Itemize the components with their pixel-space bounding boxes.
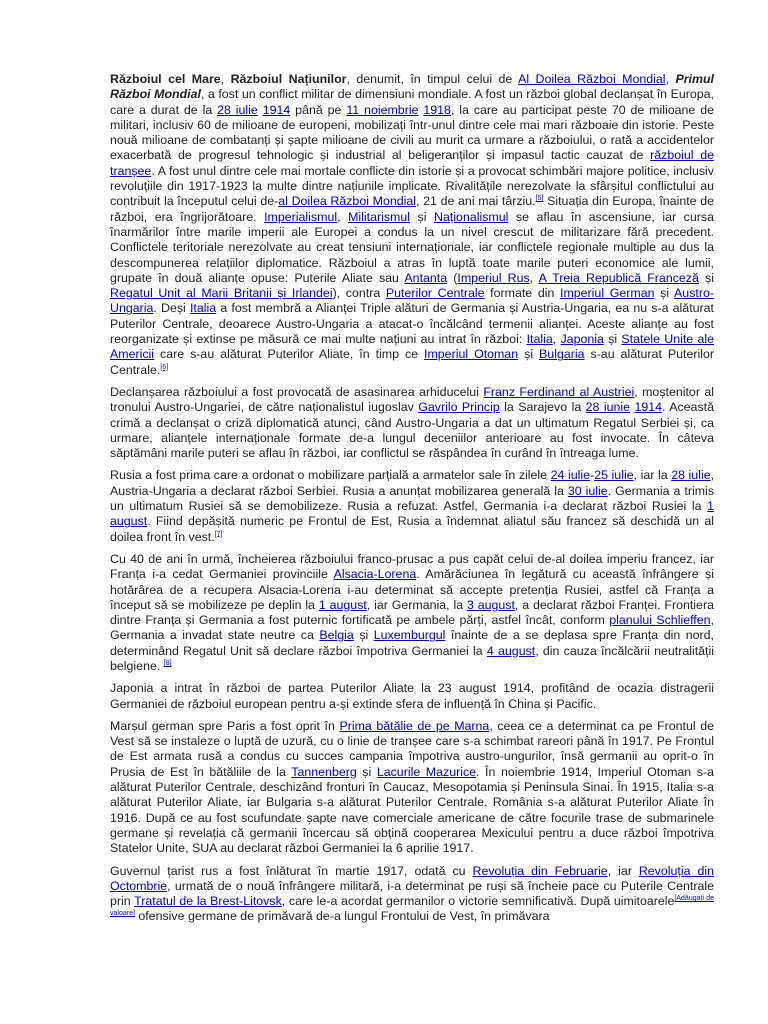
article-link[interactable]: Tratatul de la Brest-Litovsk <box>134 894 282 909</box>
text-run: se aflau în ascensiune, iar cursa înarmărilor între marile imperii ale Europei a condus la un nivel crescut de militarizare fără precedent. Conflictele teritoriale nerezolvate au creat tensiuni internaționale, iar conflictele regionale multiple au dus la descompunerea relațiilor diplomatice. Războiul a atras în luptă toate marile puteri economice ale lumii, grupate în două alianțe opuse: Puterile Aliate sau <box>110 209 714 285</box>
article-paragraph <box>110 552 714 674</box>
article-link[interactable]: 1 august <box>318 597 367 612</box>
article-link[interactable]: 24 iulie <box>550 468 591 483</box>
text-run: . Germania a trimis un ultimatum Rusiei să se demobilizeze. Rusia a refuzat. Astfel, Germania i-a declarat război Rusiei la <box>110 483 715 514</box>
text-run: și <box>518 347 540 362</box>
text-run: , a fost un conflict militar de dimensiuni mondiale. A fost un război global declanșat în Europa, care a durat de la <box>110 87 714 117</box>
citation-link[interactable]: [6] <box>160 363 169 371</box>
article-link[interactable]: Imperiul German <box>560 286 655 301</box>
bold-term: Războiul Națiunilor <box>230 72 347 86</box>
text-run: , <box>337 209 349 224</box>
text-run: și <box>410 209 435 224</box>
text-run: înainte de a se deplasa spre Franța din nord, determinând Regatul Unit să declare război împotriva Germaniei la <box>110 628 714 658</box>
article-link[interactable]: Alsacia-Lorena <box>333 567 417 582</box>
article-link[interactable]: Bulgaria <box>539 347 585 362</box>
article-link[interactable]: Italia <box>189 301 217 316</box>
text-run: , Germania a invadat state neutre ca <box>110 613 714 643</box>
text-run: , 21 de ani mai târziu. <box>416 194 536 209</box>
article-link[interactable]: Belgia <box>319 628 354 643</box>
text-run: , <box>529 270 539 285</box>
article-link[interactable]: A Treia Republică Franceză <box>538 270 699 285</box>
text-run: până pe <box>290 102 347 117</box>
article-paragraph <box>110 719 714 857</box>
text-run: ( <box>447 270 458 285</box>
article-link[interactable]: Puterilor Centrale <box>385 286 485 301</box>
text-run: Guvernul țarist rus a fost înlăturat în martie 1917, odată cu <box>110 863 473 878</box>
text-run: Marșul german spre Paris a fost oprit în <box>110 718 340 733</box>
article-paragraph <box>110 72 714 378</box>
text-run: ofensive germane de primăvară de-a lungul Frontului de Vest, în primăvara <box>134 909 550 924</box>
article-link[interactable]: Imperialismul <box>264 209 338 224</box>
article-link[interactable]: 25 iulie <box>594 468 634 483</box>
article-link[interactable]: 1914 <box>634 400 663 415</box>
article-body <box>110 72 714 932</box>
text-run: , <box>552 332 561 347</box>
text-run: . În noiembrie 1914, Imperiul Otoman s-a alăturat Puterilor Centrale, deschizând fronturi în Caucaz, Mesopotamia și Peninsula Sinai. În 1915, Italia s-a alăturat Puterilor Aliate, iar Bulgaria s-a alăturat Puterilor Centrale. România s-a alăturat Puterilor Aliate în 1916. După ce au fost scufundate șapte nave comerciale americane de către focurile trase de submarinele germane și revelația că germanii încercau să obțină cooperarea Mexicului pentru a duce război împotriva Statelor Unite, SUA au declarat război Germaniei la 6 aprilie 1917. <box>110 764 714 856</box>
text-run: și <box>698 270 714 285</box>
article-link[interactable]: planului Schlieffen <box>609 613 711 628</box>
text-run: Cu 40 de ani în urmă, încheierea războiului franco-prusac a pus capăt celui de-al doilea imperiu francez, iar Franța i-a cedat Germaniei provinciile <box>110 551 714 582</box>
article-link[interactable]: 28 iulie <box>671 468 711 483</box>
article-link[interactable]: războiul de tranșee <box>110 148 714 178</box>
article-paragraph <box>110 681 714 712</box>
text-run: . Deși <box>153 301 190 316</box>
article-link[interactable]: 28 iulie <box>217 102 258 117</box>
text-run: ), contra <box>332 286 386 301</box>
article-link[interactable]: Regatul Unit al Marii Britanii și Irlandei <box>110 286 333 301</box>
text-run: , din cauza încălcării neutralității belgiene. <box>110 643 714 673</box>
citation-link[interactable]: [7] <box>214 530 223 538</box>
text-run: și <box>603 332 622 347</box>
article-link[interactable]: Al Doilea Război Mondial <box>518 72 666 86</box>
text-run: și <box>356 764 377 779</box>
text-run: a fost membră a Alianței Triple alături de Germania și Austria-Ungaria, ea nu s-a alăturat Puterilor Centrale, deoarece Austro-Ungaria a atacat-o încălcând termenii alianței. Aceste alianțe au fost reorganizate și extinse pe măsură ce mai multe națiuni au intrat în război: <box>110 301 714 347</box>
citation-link[interactable]: [Adăugați de valoare] <box>110 895 714 918</box>
article-link[interactable]: 1918 <box>423 102 451 117</box>
text-run: , iar <box>607 863 639 878</box>
text-run: - <box>590 468 595 483</box>
citation <box>160 364 168 371</box>
text-run: , <box>665 72 676 86</box>
text-run: . Fiind depășită numeric pe Frontul de Est, Rusia a îndemnat aliatul său francez să deschidă un al doilea front în vest. <box>110 514 714 544</box>
article-link[interactable]: 30 iulie <box>567 483 608 498</box>
text-run: s-au alăturat Puterilor Centrale. <box>110 347 714 377</box>
text-run: , moștenitor al tronului Austro-Ungariei, de către naționalistul iugoslav <box>110 384 714 415</box>
text-run: , a declarat război Franței. Frontiera dintre Franța și Germania a fost puternic fortificată pe ambele părți, astfel încât, conform <box>110 597 714 628</box>
article-link[interactable]: Japonia <box>560 332 604 347</box>
citation <box>215 530 223 537</box>
article-link[interactable]: Luxemburgul <box>373 628 446 643</box>
article-link[interactable]: Militarismul <box>348 209 411 224</box>
article-link[interactable]: Prima bătălie de pe Marna <box>339 718 490 733</box>
text-run: care s-au alăturat Puterilor Aliate, în timp ce <box>154 347 425 362</box>
article-paragraph <box>110 864 714 925</box>
article-link[interactable]: Italia <box>526 332 553 347</box>
article-link[interactable]: Imperiul Rus <box>457 270 530 285</box>
text-run: Situația din Europa, înainte de război, era îngrijorătoare. <box>110 194 715 224</box>
text-run: , urmată de o nouă înfrângere militară, i-a determinat pe ruși să încheie pace cu Puterile Centrale prin <box>110 878 714 909</box>
article-link[interactable]: 28 iunie <box>585 400 631 415</box>
text-run: , ceea ce a determinat ca pe Frontul de Vest să se instaleze o luptă de uzură, cu o linie de tranșee care s-a schimbat rareori până în 1917. Pe Frontul de Est armata rusă a condus cu succes campania împotriva austro-ungurilor, însă germanii au oprit-o în Prusia de Est în bătăliile de la <box>110 718 714 779</box>
article-link[interactable]: Naționalismul <box>434 209 509 224</box>
article-link[interactable]: Revoluția din Octombrie <box>110 863 715 893</box>
bold-term: Războiul cel Mare <box>110 72 221 86</box>
text-run: și <box>353 628 374 643</box>
text-run: și <box>654 286 675 301</box>
article-link[interactable]: Lacurile Mazurice <box>376 764 477 779</box>
article-link[interactable]: Antanta <box>404 270 448 285</box>
text-run: formate din <box>484 286 560 301</box>
citation-link[interactable]: [5] <box>535 195 544 203</box>
text-run: Declanșarea războiului a fost provocată de asasinarea arhiducelui <box>110 384 484 399</box>
article-paragraph <box>110 385 714 461</box>
citation <box>164 660 172 667</box>
text-run: , care le-a acordat germanilor o victorie semnificativă. După uimitoarele <box>281 894 675 909</box>
article-link[interactable]: Imperiul Otoman <box>424 347 519 362</box>
text-run: , denumit, în timpul celui de <box>346 72 519 86</box>
article-paragraph <box>110 468 714 544</box>
text-run: , Austria-Ungaria a declarat război Serbiei. Rusia a anunțat mobilizarea generală la <box>110 468 715 498</box>
article-link[interactable]: 1 august <box>110 499 714 529</box>
article-link[interactable]: 3 august <box>466 597 515 612</box>
article-link[interactable]: Franz Ferdinand al Austriei <box>483 384 635 399</box>
text-run: , <box>220 72 231 86</box>
article-link[interactable]: 11 noiembrie <box>346 102 419 117</box>
text-run: . A fost unul dintre cele mai mortale conflicte din istorie și a provocat schimbări majore politice, inclusiv revoluțiile din 1917-1923 la multe dintre națiunile implicate. Rivalitățile nerezolvate la sfârșitul conflictului au contribuit la începutul celui de- <box>110 163 714 209</box>
article-link[interactable]: al Doilea Război Mondial <box>278 194 417 209</box>
article-link[interactable]: Statele Unite ale Americii <box>110 332 715 362</box>
text-run: la Sarajevo la <box>499 400 586 415</box>
citation-link[interactable]: [8] <box>163 659 172 667</box>
text-run: Japonia a intrat în război de partea Puterilor Aliate la 23 august 1914, profitând de ocazia distragerii Germaniei de războiul european pentru a-și extinde sfera de influență în China și Pacific. <box>110 681 714 711</box>
article-title-term: Primul Război Mondial <box>110 72 714 102</box>
article-link[interactable]: Gavrilo Princip <box>418 400 500 415</box>
text-run: , iar la <box>633 468 672 483</box>
text-run: Rusia a fost prima care a ordonat o mobilizare parțială a armatelor sale în zilele <box>110 468 551 483</box>
text-run: , la care au participat peste 70 de milioane de militari, inclusiv 60 de milioane de europeni, mobilizați într-unul dintre cele mai mari războaie din istorie. Peste nouă milioane de combatanți și șapte milioane de civili au murit ca urmare a războiului, o rată a accidentelor exacerbată de progresul tehnologic și industrial al beligeranților și impasul tactic cauzat de <box>110 102 714 163</box>
article-link[interactable]: 4 august <box>486 643 536 658</box>
article-link[interactable]: Tannenberg <box>291 764 357 779</box>
article-link[interactable]: 1914 <box>262 102 291 117</box>
article-link[interactable]: Austro-Ungaria <box>110 286 714 316</box>
text-run: . Această crimă a declanșat o criză diplomatică atunci, când Austro-Ungaria a dat un ultimatum Regatul Serbiei și, ca urmare, alianțele internaționale formate de-a lungul deceniilor anterioare au fost invocate. În câteva săptămâni marile puteri se aflau în război, iar conflictul se răspândea în curând în întreaga lume. <box>110 400 714 461</box>
text-run: . Amărăciunea în legătură cu această înfrângere și hotărârea de a recupera Alsacia-Lorena i-au determinat să accepte pretenția Rusiei, astfel că Franța a început să se mobilizeze pe deplin la <box>110 567 714 612</box>
article-link[interactable]: Revoluția din Februarie <box>472 863 608 878</box>
text-run: , iar Germania, la <box>366 597 467 612</box>
